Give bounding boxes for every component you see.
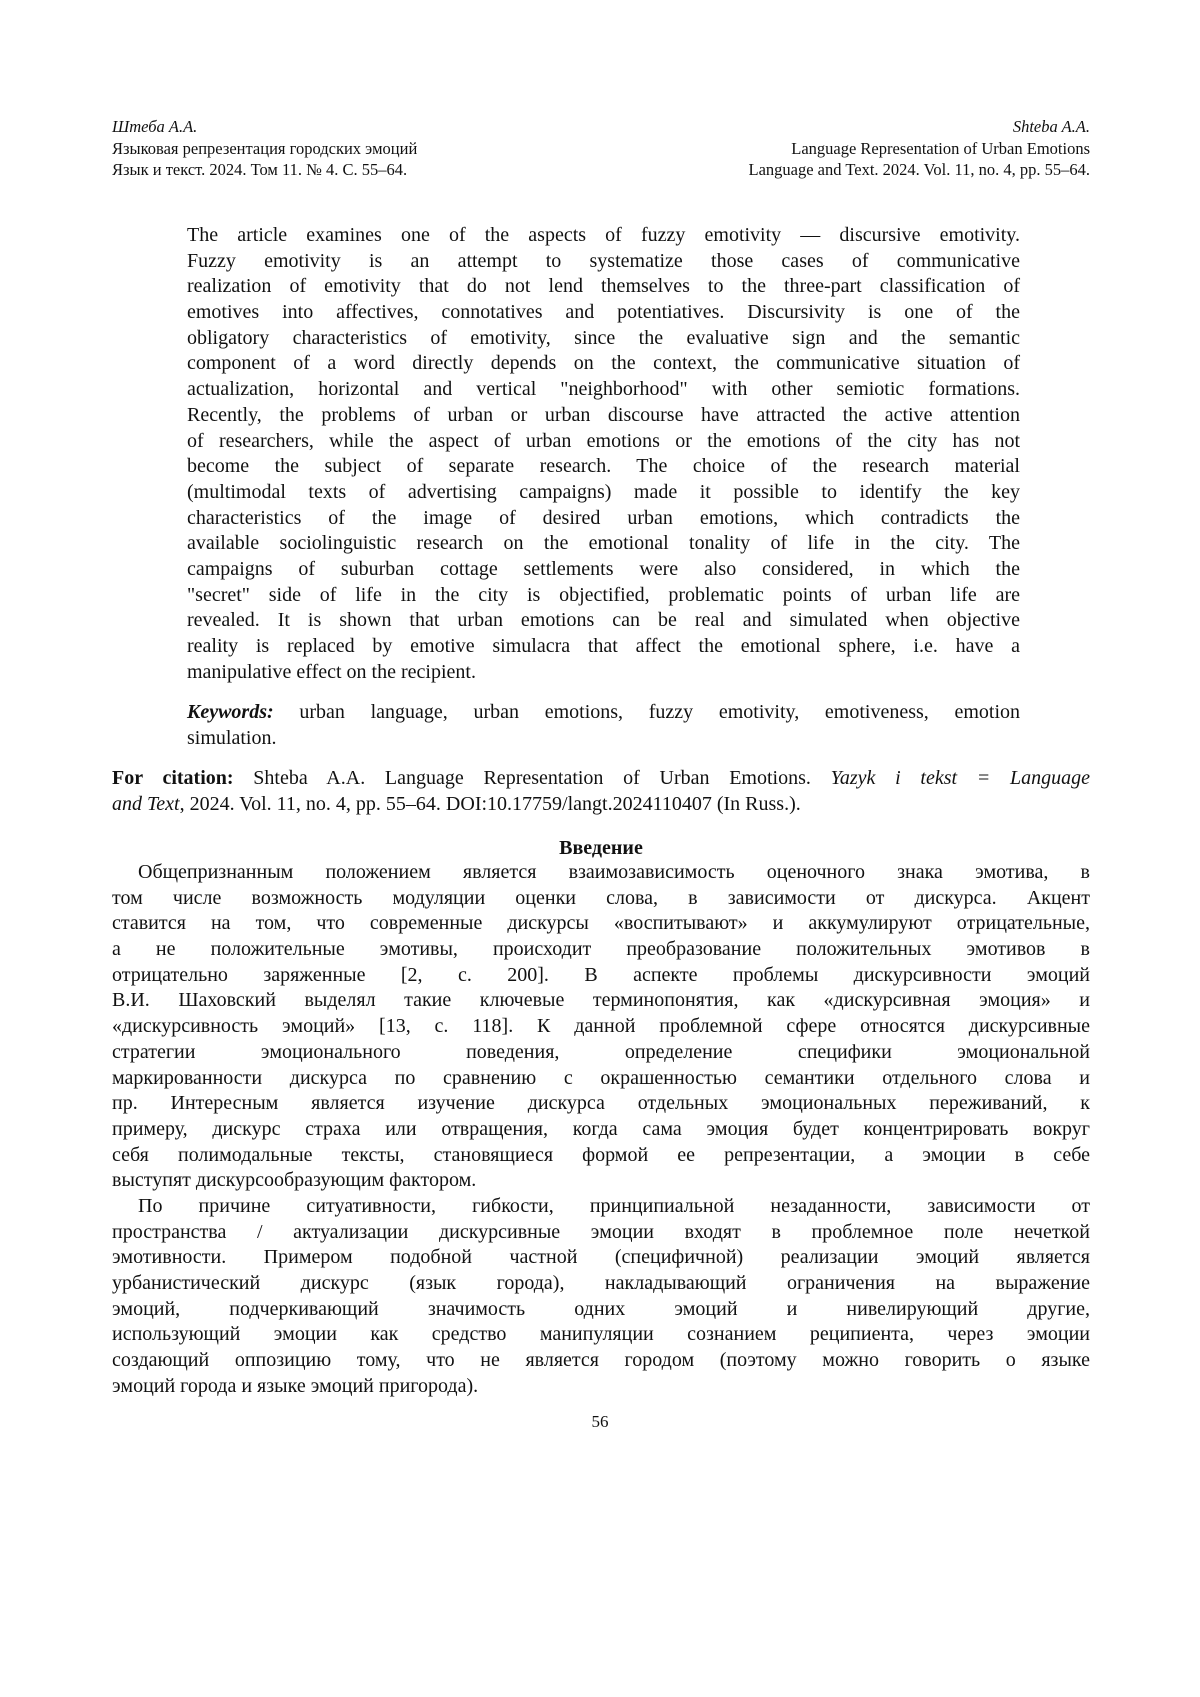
paragraph-line: стратегии эмоционального поведения, определение специфики эмоциональной bbox=[112, 1040, 1090, 1066]
header-author-en: Shteba A.A. bbox=[749, 116, 1091, 138]
keywords bbox=[187, 700, 1020, 751]
citation-text: , 2024. Vol. 11, no. 4, pp. 55–64. DOI:10.17759/langt.2024110407 (In Russ.). bbox=[180, 793, 801, 815]
citation-journal: and Text bbox=[112, 793, 180, 815]
paragraph-line: создающий оппозицию тому, что не является городом (поэтому можно говорить о языке bbox=[112, 1348, 1090, 1374]
abstract-line: emotives into affectives, connotatives and potentiatives. Discursivity is one of the bbox=[187, 300, 1020, 326]
abstract-line: obligatory characteristics of emotivity, since the evaluative sign and the semantic bbox=[187, 326, 1020, 352]
abstract-line: Fuzzy emotivity is an attempt to systematize those cases of communicative bbox=[187, 249, 1020, 275]
paragraph-line: маркированности дискурса по сравнению с окрашенностью семантики отдельного слова и bbox=[112, 1066, 1090, 1092]
paragraph-line: «дискурсивность эмоций» [13, с. 118]. К данной проблемной сфере относятся дискурсивные bbox=[112, 1014, 1090, 1040]
paragraph-line: выступят дискурсообразующим фактором. bbox=[112, 1168, 1090, 1194]
page-number: 56 bbox=[0, 1412, 1200, 1432]
paragraph-line: использующий эмоции как средство манипуляции сознанием реципиента, через эмоции bbox=[112, 1322, 1090, 1348]
abstract-line: become the subject of separate research. The choice of the research material bbox=[187, 454, 1020, 480]
paragraph-line: себя полимодальные тексты, становящиеся формой ее репрезентации, а эмоции в себе bbox=[112, 1143, 1090, 1169]
citation-text: Shteba A.A. Language Representation of Urban Emotions. bbox=[234, 767, 831, 789]
paragraph-line: пространства / актуализации дискурсивные эмоции входят в проблемное поле нечеткой bbox=[112, 1220, 1090, 1246]
section-heading: Введение bbox=[112, 835, 1090, 861]
paragraph-line: примеру, дискурс страха или отвращения, когда сама эмоция будет концентрировать вокруг bbox=[112, 1117, 1090, 1143]
paragraph bbox=[112, 860, 1090, 1194]
paragraph-line: урбанистический дискурс (язык города), накладывающий ограничения на выражение bbox=[112, 1271, 1090, 1297]
abstract-line: Recently, the problems of urban or urban discourse have attracted the active attention bbox=[187, 403, 1020, 429]
abstract-line: campaigns of suburban cottage settlements were also considered, in which the bbox=[187, 557, 1020, 583]
paragraph-line: ставится на том, что современные дискурсы «воспитывают» и аккумулируют отрицательные, bbox=[112, 911, 1090, 937]
paragraph-line: а не положительные эмотивы, происходит преобразование положительных эмотивов в bbox=[112, 937, 1090, 963]
abstract-line: realization of emotivity that do not lend themselves to the three-part classification of bbox=[187, 274, 1020, 300]
paragraph-line: эмоций города и языке эмоций пригорода). bbox=[112, 1374, 1090, 1400]
citation-journal: Yazyk i tekst = Language bbox=[831, 767, 1090, 789]
citation-label: For citation: bbox=[112, 767, 234, 789]
abstract-line: of researchers, while the aspect of urban emotions or the emotions of the city has not bbox=[187, 429, 1020, 455]
abstract-line: component of a word directly depends on the context, the communicative situation of bbox=[187, 351, 1020, 377]
abstract-line: actualization, horizontal and vertical "neighborhood" with other semiotic formations. bbox=[187, 377, 1020, 403]
paragraph-line: эмотивности. Примером подобной частной (специфичной) реализации эмоций является bbox=[112, 1245, 1090, 1271]
running-header-english bbox=[749, 116, 1091, 181]
paragraph-line: отрицательно заряженные [2, с. 200]. В аспекте проблемы дискурсивности эмоций bbox=[112, 963, 1090, 989]
body-text bbox=[112, 860, 1090, 1399]
citation bbox=[112, 766, 1090, 817]
keywords-line bbox=[187, 700, 1020, 726]
abstract-line: The article examines one of the aspects of fuzzy emotivity — discursive emotivity. bbox=[187, 223, 1020, 249]
abstract-line: reality is replaced by emotive simulacra that affect the emotional sphere, i.e. have a bbox=[187, 634, 1020, 660]
running-header-russian bbox=[112, 116, 417, 181]
paragraph-line: В.И. Шаховский выделял такие ключевые терминопонятия, как «дискурсивная эмоция» и bbox=[112, 988, 1090, 1014]
header-author-ru: Штеба А.А. bbox=[112, 116, 417, 138]
paragraph-line: пр. Интересным является изучение дискурса отдельных эмоциональных переживаний, к bbox=[112, 1091, 1090, 1117]
header-source-ru: Язык и текст. 2024. Том 11. № 4. С. 55–64. bbox=[112, 159, 417, 181]
header-title-ru: Языковая репрезентация городских эмоций bbox=[112, 138, 417, 160]
paragraph-line: том числе возможность модуляции оценки слова, в зависимости от дискурса. Акцент bbox=[112, 886, 1090, 912]
paragraph-line: эмоций, подчеркивающий значимость одних эмоций и нивелирующий другие, bbox=[112, 1297, 1090, 1323]
keywords-line: simulation. bbox=[187, 726, 1020, 752]
header-title-en: Language Representation of Urban Emotions bbox=[749, 138, 1091, 160]
citation-line bbox=[112, 766, 1090, 792]
header-source-en: Language and Text. 2024. Vol. 11, no. 4, pp. 55–64. bbox=[749, 159, 1091, 181]
abstract-line: (multimodal texts of advertising campaigns) made it possible to identify the key bbox=[187, 480, 1020, 506]
abstract-line: characteristics of the image of desired urban emotions, which contradicts the bbox=[187, 506, 1020, 532]
abstract-line: available sociolinguistic research on the emotional tonality of life in the city. The bbox=[187, 531, 1020, 557]
abstract-line: manipulative effect on the recipient. bbox=[187, 660, 1020, 686]
paragraph-line: Общепризнанным положением является взаимозависимость оценочного знака эмотива, в bbox=[112, 860, 1090, 886]
citation-line bbox=[112, 792, 1090, 818]
abstract-line: revealed. It is shown that urban emotions can be real and simulated when objective bbox=[187, 608, 1020, 634]
abstract-line: "secret" side of life in the city is objectified, problematic points of urban life are bbox=[187, 583, 1020, 609]
abstract bbox=[187, 223, 1020, 685]
keywords-text: urban language, urban emotions, fuzzy emotivity, emotiveness, emotion bbox=[274, 701, 1020, 723]
keywords-label: Keywords: bbox=[187, 701, 274, 723]
paragraph-line: По причине ситуативности, гибкости, принципиальной незаданности, зависимости от bbox=[112, 1194, 1090, 1220]
paragraph bbox=[112, 1194, 1090, 1400]
